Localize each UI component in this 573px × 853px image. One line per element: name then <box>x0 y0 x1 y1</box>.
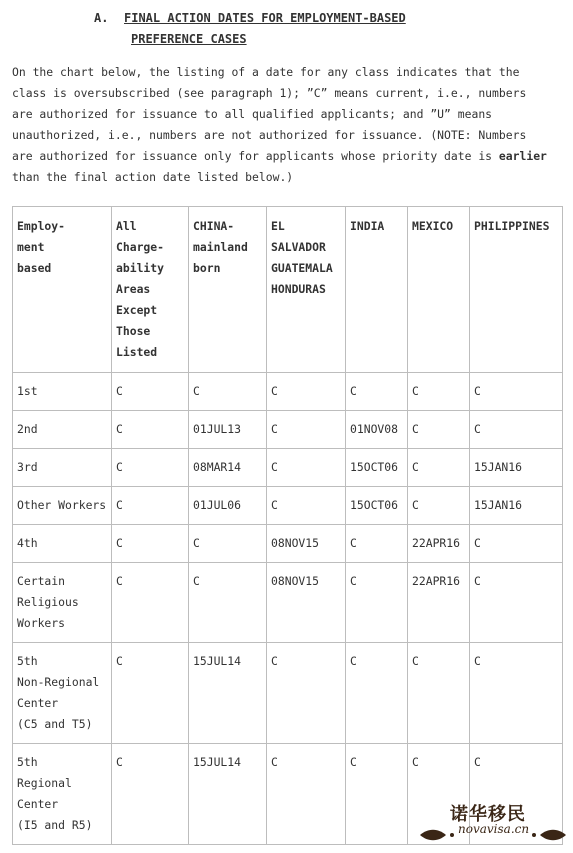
date-cell: 01NOV08 <box>346 411 408 449</box>
date-cell: C <box>112 744 189 845</box>
date-cell: 01JUL13 <box>189 411 267 449</box>
column-header: Employ- ment based <box>13 207 112 373</box>
date-cell: C <box>112 643 189 744</box>
column-header: CHINA- mainland born <box>189 207 267 373</box>
watermark-logo <box>418 800 568 844</box>
date-cell: 15OCT06 <box>346 449 408 487</box>
column-header: EL SALVADOR GUATEMALA HONDURAS <box>267 207 346 373</box>
intro-paragraph <box>12 62 552 188</box>
date-cell: C <box>470 643 563 744</box>
date-cell: C <box>112 449 189 487</box>
date-cell: 22APR16 <box>408 563 470 643</box>
table-header-row <box>13 207 563 373</box>
date-cell: 01JUL06 <box>189 487 267 525</box>
table-row <box>13 525 563 563</box>
date-cell: C <box>267 744 346 845</box>
date-cell: C <box>408 411 470 449</box>
date-cell: C <box>408 449 470 487</box>
date-cell: C <box>408 487 470 525</box>
row-category-cell: 4th <box>13 525 112 563</box>
row-category-cell: 1st <box>13 373 112 411</box>
date-cell: C <box>408 373 470 411</box>
section-heading <box>94 8 406 50</box>
date-cell: C <box>470 563 563 643</box>
row-category-cell: 5th Non-Regional Center (C5 and T5) <box>13 643 112 744</box>
final-action-dates-table <box>12 206 563 845</box>
section-title-line-1: FINAL ACTION DATES FOR EMPLOYMENT-BASED <box>124 11 406 25</box>
date-cell: C <box>267 487 346 525</box>
date-cell: C <box>189 525 267 563</box>
row-category-cell: Certain Religious Workers <box>13 563 112 643</box>
date-cell: C <box>470 744 563 845</box>
date-cell: 08NOV15 <box>267 563 346 643</box>
table-row <box>13 487 563 525</box>
section-letter: A. <box>94 11 109 25</box>
table-row <box>13 411 563 449</box>
date-cell: 15JUL14 <box>189 643 267 744</box>
intro-text-part-2: than the final action date listed below.) <box>12 170 294 184</box>
date-cell: C <box>112 411 189 449</box>
column-header: All Charge- ability Areas Except Those Listed <box>112 207 189 373</box>
date-cell: C <box>470 373 563 411</box>
date-cell: C <box>112 525 189 563</box>
date-cell: 15JUL14 <box>189 744 267 845</box>
section-title-line-2: PREFERENCE CASES <box>131 32 247 46</box>
column-header: MEXICO <box>408 207 470 373</box>
date-cell: 15OCT06 <box>346 487 408 525</box>
row-category-cell: 3rd <box>13 449 112 487</box>
date-cell: C <box>189 373 267 411</box>
date-cell: C <box>112 563 189 643</box>
intro-emphasis: earlier <box>498 149 547 163</box>
watermark-english-text: novavisa.cn <box>458 822 530 836</box>
table-row <box>13 373 563 411</box>
watermark-chinese-text: 诺华移民 <box>450 804 526 825</box>
date-cell: 15JAN16 <box>470 449 563 487</box>
intro-text-part-1: On the chart below, the listing of a date for any class indicates that the class is oversubscribed (see paragraph 1); ”C” means current, i.e., numbers are authorized for issuance to all qualified applicants; and ”U” means unauthorized, i.e., numbers are not authorized for issuance. (NOTE: Numbers are authorized for issuance only for applicants whose priority date is <box>12 65 527 163</box>
date-cell: C <box>267 449 346 487</box>
row-category-cell: 5th Regional Center (I5 and R5) <box>13 744 112 845</box>
column-header: INDIA <box>346 207 408 373</box>
date-cell: C <box>408 643 470 744</box>
row-category-cell: 2nd <box>13 411 112 449</box>
row-category-cell: Other Workers <box>13 487 112 525</box>
date-cell: 22APR16 <box>408 525 470 563</box>
date-cell: C <box>267 643 346 744</box>
date-cell: C <box>267 373 346 411</box>
date-cell: C <box>189 563 267 643</box>
date-cell: 08MAR14 <box>189 449 267 487</box>
table-row <box>13 643 563 744</box>
table-row <box>13 449 563 487</box>
column-header: PHILIPPINES <box>470 207 563 373</box>
date-cell: C <box>346 373 408 411</box>
date-cell: C <box>346 643 408 744</box>
date-cell: C <box>267 411 346 449</box>
date-cell: C <box>346 525 408 563</box>
date-cell: C <box>408 744 470 845</box>
date-cell: C <box>346 563 408 643</box>
date-cell: C <box>112 487 189 525</box>
date-cell: C <box>470 411 563 449</box>
table-row <box>13 563 563 643</box>
date-cell: 15JAN16 <box>470 487 563 525</box>
date-cell: C <box>346 744 408 845</box>
date-cell: 08NOV15 <box>267 525 346 563</box>
date-cell: C <box>112 373 189 411</box>
date-cell: C <box>470 525 563 563</box>
